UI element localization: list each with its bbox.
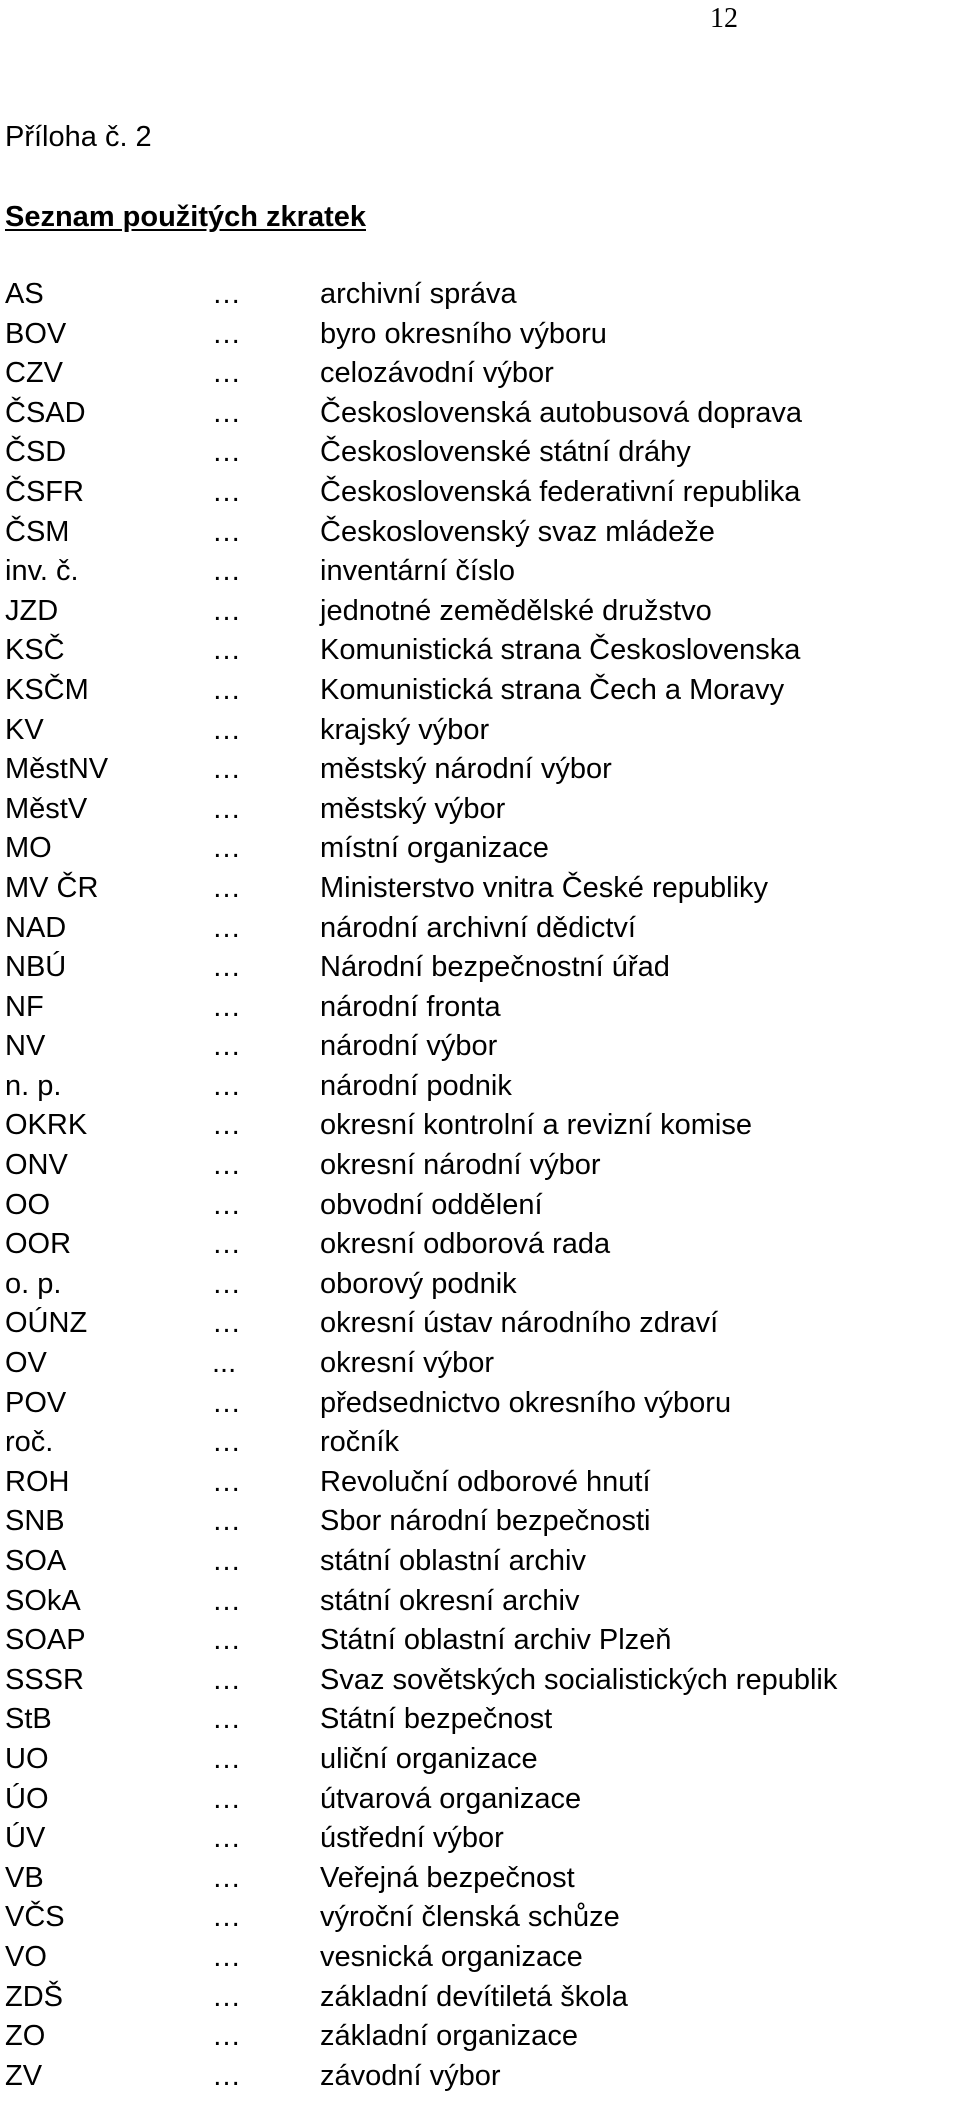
ellipsis-separator: …: [212, 1663, 241, 1696]
ellipsis-separator: …: [212, 1069, 241, 1102]
abbreviation-code: KV: [5, 713, 44, 746]
abbreviation-meaning: předsednictvo okresního výboru: [320, 1386, 732, 1419]
abbreviation-code: MěstV: [5, 792, 88, 825]
abbreviation-code: KSČ: [5, 634, 65, 667]
abbreviation-row: [5, 1465, 955, 1505]
abbreviation-meaning: městský výbor: [320, 792, 506, 825]
ellipsis-separator: …: [212, 1980, 241, 2013]
abbreviation-meaning: Svaz sovětských socialistických republik: [320, 1663, 838, 1696]
abbreviation-row: [5, 1346, 955, 1386]
abbreviation-meaning: okresní kontrolní a revizní komise: [320, 1109, 752, 1142]
abbreviation-meaning: výroční členská schůze: [320, 1901, 620, 1934]
abbreviation-code: ZO: [5, 2020, 46, 2053]
abbreviation-row: [5, 752, 955, 792]
abbreviation-meaning: národní výbor: [320, 1030, 498, 1063]
abbreviation-row: [5, 1900, 955, 1940]
abbreviation-code: ČSAD: [5, 396, 86, 429]
abbreviation-meaning: Komunistická strana Čech a Moravy: [320, 673, 785, 706]
ellipsis-separator: …: [212, 1940, 241, 1973]
abbreviation-code: ČSFR: [5, 475, 84, 508]
abbreviation-row: [5, 871, 955, 911]
abbreviation-code: NF: [5, 990, 44, 1023]
ellipsis-separator: …: [212, 1109, 241, 1142]
abbreviation-row: [5, 1861, 955, 1901]
ellipsis-separator: …: [212, 990, 241, 1023]
ellipsis-separator: …: [212, 1465, 241, 1498]
abbreviation-code: KSČM: [5, 673, 89, 706]
abbreviation-row: [5, 356, 955, 396]
abbreviation-meaning: obvodní oddělení: [320, 1188, 543, 1221]
abbreviation-code: OV: [5, 1347, 47, 1380]
ellipsis-separator: …: [212, 1624, 241, 1657]
ellipsis-separator: …: [212, 396, 241, 429]
abbreviation-code: SNB: [5, 1505, 65, 1538]
abbreviation-row: [5, 1108, 955, 1148]
abbreviation-code: POV: [5, 1386, 67, 1419]
abbreviation-row: [5, 1425, 955, 1465]
abbreviation-code: MěstNV: [5, 753, 109, 786]
ellipsis-separator: …: [212, 1822, 241, 1855]
abbreviation-meaning: Státní bezpečnost: [320, 1703, 553, 1736]
abbreviation-row: [5, 792, 955, 832]
abbreviation-code: SOkA: [5, 1584, 81, 1617]
ellipsis-separator: …: [212, 1742, 241, 1775]
abbreviation-row: [5, 475, 955, 515]
appendix-label: Příloha č. 2: [5, 121, 152, 153]
abbreviation-meaning: vesnická organizace: [320, 1940, 583, 1973]
abbreviation-meaning: místní organizace: [320, 832, 549, 865]
ellipsis-separator: …: [212, 634, 241, 667]
abbreviation-row: [5, 515, 955, 555]
abbreviation-meaning: Československý svaz mládeže: [320, 515, 715, 548]
abbreviation-meaning: Československá federativní republika: [320, 475, 801, 508]
abbreviation-row: [5, 1821, 955, 1861]
abbreviation-row: [5, 2059, 955, 2099]
abbreviation-code: NBÚ: [5, 951, 67, 984]
ellipsis-separator: …: [212, 832, 241, 865]
list-title: Seznam použitých zkratek: [5, 201, 366, 233]
abbreviation-meaning: Národní bezpečnostní úřad: [320, 951, 670, 984]
abbreviation-meaning: národní archivní dědictví: [320, 911, 636, 944]
abbreviation-meaning: celozávodní výbor: [320, 357, 554, 390]
abbreviation-code: OOR: [5, 1228, 72, 1261]
abbreviation-meaning: ročník: [320, 1426, 399, 1459]
abbreviation-code: VB: [5, 1861, 44, 1894]
abbreviation-row: [5, 1663, 955, 1703]
abbreviation-meaning: Československé státní dráhy: [320, 436, 691, 469]
abbreviation-row: [5, 2019, 955, 2059]
abbreviation-code: ZV: [5, 2059, 43, 2092]
abbreviation-meaning: okresní ústav národního zdraví: [320, 1307, 719, 1340]
abbreviation-code: CZV: [5, 357, 63, 390]
abbreviation-row: [5, 1069, 955, 1109]
ellipsis-separator: …: [212, 713, 241, 746]
abbreviation-row: [5, 673, 955, 713]
abbreviation-meaning: Komunistická strana Československa: [320, 634, 801, 667]
ellipsis-separator: …: [212, 436, 241, 469]
abbreviation-code: ONV: [5, 1149, 68, 1182]
abbreviation-row: [5, 1980, 955, 2020]
ellipsis-separator: …: [212, 317, 241, 350]
ellipsis-separator: …: [212, 792, 241, 825]
abbreviation-row: [5, 1742, 955, 1782]
abbreviation-code: SSSR: [5, 1663, 84, 1696]
abbreviation-code: StB: [5, 1703, 52, 1736]
ellipsis-separator: …: [212, 911, 241, 944]
abbreviation-row: [5, 831, 955, 871]
abbreviation-meaning: krajský výbor: [320, 713, 490, 746]
ellipsis-separator: …: [212, 1703, 241, 1736]
abbreviation-meaning: základní devítiletá škola: [320, 1980, 628, 2013]
abbreviation-row: [5, 1188, 955, 1228]
ellipsis-separator: …: [212, 673, 241, 706]
abbreviation-row: [5, 1148, 955, 1188]
ellipsis-separator: …: [212, 1782, 241, 1815]
ellipsis-separator: …: [212, 357, 241, 390]
abbreviation-row: [5, 1623, 955, 1663]
abbreviation-meaning: Revoluční odborové hnutí: [320, 1465, 651, 1498]
abbreviation-meaning: okresní národní výbor: [320, 1149, 601, 1182]
abbreviation-meaning: Sbor národní bezpečnosti: [320, 1505, 651, 1538]
abbreviation-meaning: inventární číslo: [320, 555, 516, 588]
abbreviation-meaning: jednotné zemědělské družstvo: [320, 594, 712, 627]
abbreviation-row: [5, 1227, 955, 1267]
ellipsis-separator: …: [212, 2059, 241, 2092]
ellipsis-separator: …: [212, 1901, 241, 1934]
page-number: 12: [710, 3, 738, 34]
abbreviation-meaning: základní organizace: [320, 2020, 578, 2053]
abbreviation-code: roč.: [5, 1426, 54, 1459]
abbreviation-meaning: ústřední výbor: [320, 1822, 504, 1855]
abbreviation-meaning: byro okresního výboru: [320, 317, 607, 350]
abbreviation-meaning: okresní odborová rada: [320, 1228, 611, 1261]
abbreviation-meaning: Československá autobusová doprava: [320, 396, 803, 429]
ellipsis-separator: …: [212, 1228, 241, 1261]
abbreviation-meaning: oborový podnik: [320, 1267, 517, 1300]
ellipsis-separator: …: [212, 515, 241, 548]
ellipsis-separator: …: [212, 594, 241, 627]
abbreviation-code: OÚNZ: [5, 1307, 88, 1340]
abbreviation-meaning: archivní správa: [320, 278, 517, 310]
ellipsis-separator: …: [212, 753, 241, 786]
abbreviation-row: [5, 554, 955, 594]
ellipsis-separator: …: [212, 1307, 241, 1340]
ellipsis-separator: …: [212, 871, 241, 904]
ellipsis-separator: …: [212, 1149, 241, 1182]
abbreviation-row: [5, 911, 955, 951]
abbreviation-code: OO: [5, 1188, 51, 1221]
ellipsis-separator: …: [212, 1545, 241, 1577]
abbreviation-meaning: útvarová organizace: [320, 1782, 582, 1815]
ellipsis-separator: …: [212, 1386, 241, 1419]
ellipsis-separator: …: [212, 1030, 241, 1063]
abbreviation-meaning: Ministerstvo vnitra České republiky: [320, 871, 769, 904]
abbreviation-code: ÚO: [5, 1782, 49, 1815]
abbreviation-code: SOA: [5, 1545, 67, 1577]
abbreviation-row: [5, 594, 955, 634]
abbreviation-row: [5, 1702, 955, 1742]
ellipsis-separator: …: [212, 1426, 241, 1459]
abbreviation-row: [5, 1306, 955, 1346]
ellipsis-separator: …: [212, 951, 241, 984]
ellipsis-separator: ...: [212, 1347, 237, 1380]
abbreviation-code: VO: [5, 1940, 47, 1973]
abbreviation-code: ROH: [5, 1465, 70, 1498]
abbreviation-row: [5, 1267, 955, 1307]
abbreviation-meaning: národní podnik: [320, 1069, 512, 1102]
abbreviation-meaning: Státní oblastní archiv Plzeň: [320, 1624, 672, 1657]
abbreviation-list: [5, 277, 955, 2098]
abbreviation-row: [5, 1504, 955, 1544]
abbreviation-row: [5, 277, 955, 317]
ellipsis-separator: …: [212, 1584, 241, 1617]
abbreviation-meaning: státní oblastní archiv: [320, 1545, 586, 1577]
abbreviation-row: [5, 1544, 955, 1584]
abbreviation-code: NAD: [5, 911, 67, 944]
ellipsis-separator: …: [212, 278, 241, 310]
abbreviation-code: MV ČR: [5, 871, 99, 904]
abbreviation-row: [5, 396, 955, 436]
abbreviation-meaning: městský národní výbor: [320, 753, 612, 786]
abbreviation-row: [5, 1940, 955, 1980]
abbreviation-row: [5, 633, 955, 673]
abbreviation-row: [5, 1584, 955, 1624]
abbreviation-code: NV: [5, 1030, 46, 1063]
abbreviation-meaning: závodní výbor: [320, 2059, 501, 2092]
ellipsis-separator: …: [212, 1505, 241, 1538]
abbreviation-row: [5, 1782, 955, 1822]
abbreviation-code: n. p.: [5, 1069, 62, 1102]
ellipsis-separator: …: [212, 1267, 241, 1300]
abbreviation-meaning: státní okresní archiv: [320, 1584, 580, 1617]
abbreviation-meaning: Veřejná bezpečnost: [320, 1861, 575, 1894]
abbreviation-code: ČSD: [5, 436, 67, 469]
ellipsis-separator: …: [212, 1861, 241, 1894]
abbreviation-row: [5, 713, 955, 753]
ellipsis-separator: …: [212, 1188, 241, 1221]
abbreviation-code: UO: [5, 1742, 49, 1775]
abbreviation-code: MO: [5, 832, 52, 865]
abbreviation-code: SOAP: [5, 1624, 86, 1657]
abbreviation-code: BOV: [5, 317, 67, 350]
abbreviation-code: ZDŠ: [5, 1980, 63, 2013]
ellipsis-separator: …: [212, 555, 241, 588]
abbreviation-row: [5, 950, 955, 990]
abbreviation-code: JZD: [5, 594, 59, 627]
abbreviation-code: ÚV: [5, 1822, 46, 1855]
abbreviation-meaning: okresní výbor: [320, 1347, 495, 1380]
abbreviation-meaning: uliční organizace: [320, 1742, 538, 1775]
abbreviation-row: [5, 1386, 955, 1426]
ellipsis-separator: …: [212, 475, 241, 508]
abbreviation-meaning: národní fronta: [320, 990, 501, 1023]
abbreviation-row: [5, 435, 955, 475]
ellipsis-separator: …: [212, 2020, 241, 2053]
abbreviation-code: OKRK: [5, 1109, 88, 1142]
abbreviation-code: VČS: [5, 1901, 65, 1934]
abbreviation-row: [5, 1029, 955, 1069]
abbreviation-code: inv. č.: [5, 555, 79, 588]
abbreviation-row: [5, 317, 955, 357]
abbreviation-code: AS: [5, 278, 44, 310]
abbreviation-code: o. p.: [5, 1267, 62, 1300]
abbreviation-row: [5, 990, 955, 1030]
abbreviation-code: ČSM: [5, 515, 70, 548]
